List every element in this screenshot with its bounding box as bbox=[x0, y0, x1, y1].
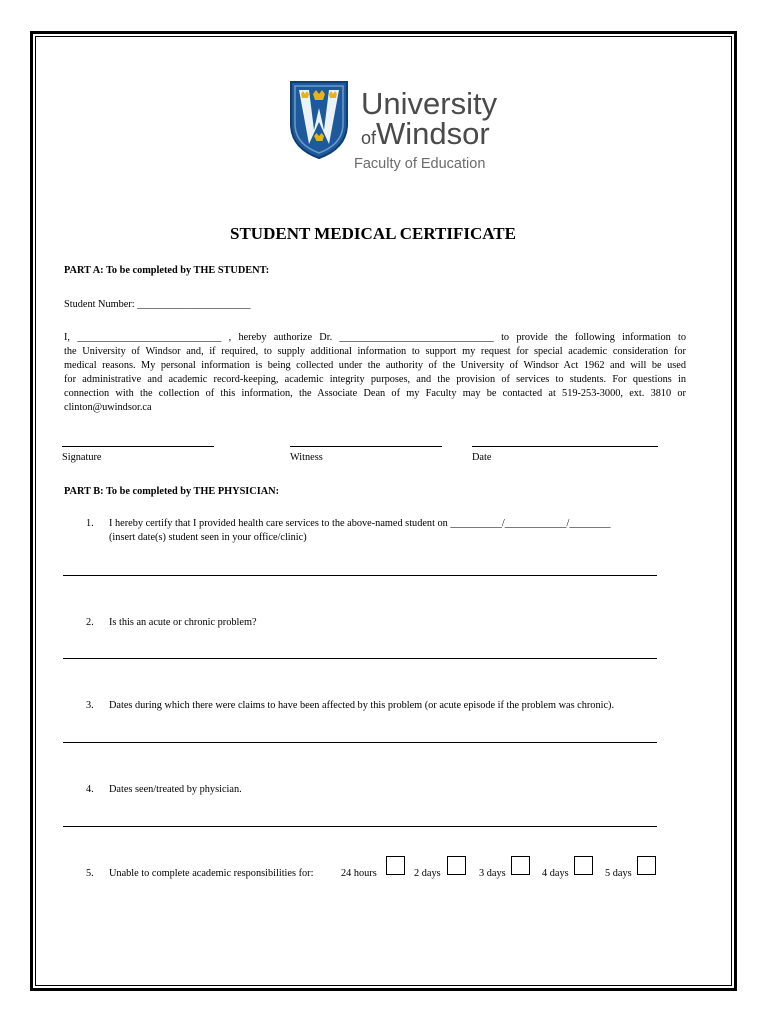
witness-line[interactable] bbox=[290, 446, 442, 447]
answer-line-3[interactable] bbox=[63, 742, 657, 743]
shield-crest-icon bbox=[287, 78, 351, 160]
item-2-text: Is this an acute or chronic problem? bbox=[109, 617, 257, 628]
duration-label-24-hours: 24 hours bbox=[341, 868, 377, 879]
item-number: 4. bbox=[86, 784, 94, 795]
checkbox-5-days[interactable] bbox=[637, 856, 656, 875]
checkbox-3-days[interactable] bbox=[511, 856, 530, 875]
document-title: STUDENT MEDICAL CERTIFICATE bbox=[230, 224, 516, 243]
item-4-text: Dates seen/treated by physician. bbox=[109, 784, 242, 795]
logo-university-text: University bbox=[361, 86, 498, 121]
item-number: 1. bbox=[86, 518, 94, 529]
logo-of-text: of bbox=[361, 128, 377, 148]
signature-label: Signature bbox=[62, 452, 102, 463]
item-5-text: Unable to complete academic responsibilities for: bbox=[109, 868, 314, 879]
item-number: 2. bbox=[86, 617, 94, 628]
paragraph-line: clinton@uwindsor.ca bbox=[64, 402, 152, 413]
duration-label-5-days: 5 days bbox=[605, 868, 632, 879]
logo-windsor-text bbox=[361, 118, 490, 156]
checkbox-4-days[interactable] bbox=[574, 856, 593, 875]
answer-line-4[interactable] bbox=[63, 826, 657, 827]
page-border-inner bbox=[35, 36, 732, 986]
paragraph-line: connection with the collection of this information, the Associate Dean of my Faculty may be contacted at 519-253-3000, ext. 3810 or bbox=[64, 388, 686, 399]
paragraph-line: the University of Windsor and, if required, to supply additional information to support my request for special academic consideration for bbox=[64, 346, 686, 357]
item-1-note: (insert date(s) student seen in your office/clinic) bbox=[109, 532, 307, 543]
date-line[interactable] bbox=[472, 446, 658, 447]
item-number: 3. bbox=[86, 700, 94, 711]
item-number: 5. bbox=[86, 868, 94, 879]
duration-label-2-days: 2 days bbox=[414, 868, 441, 879]
paragraph-line: for administrative and academic record-keeping, academic integrity purposes, and the provision of services to students. For questions in bbox=[64, 374, 686, 385]
signature-line[interactable] bbox=[62, 446, 214, 447]
paragraph-line[interactable]: I, ____________________________ , hereby authorize Dr. ______________________________ to provide the following information to bbox=[64, 332, 686, 343]
checkbox-2-days[interactable] bbox=[447, 856, 466, 875]
part-b-heading: PART B: To be completed by THE PHYSICIAN: bbox=[64, 486, 280, 497]
item-1-text[interactable]: I hereby certify that I provided health care services to the above-named student on __________/____________/________ bbox=[109, 518, 611, 529]
paragraph-line: medical reasons. My personal information is being collected under the authority of the University of Windsor Act 1962 and will be used bbox=[64, 360, 686, 371]
answer-line-2[interactable] bbox=[63, 658, 657, 659]
logo-windsor-word: Windsor bbox=[376, 116, 490, 151]
witness-label: Witness bbox=[290, 452, 323, 463]
item-3-text: Dates during which there were claims to have been affected by this problem (or acute episode if the problem was chronic). bbox=[109, 700, 615, 711]
duration-label-3-days: 3 days bbox=[479, 868, 506, 879]
answer-line-1[interactable] bbox=[63, 575, 657, 576]
student-number-field[interactable]: Student Number: ______________________ bbox=[64, 299, 251, 310]
checkbox-24-hours[interactable] bbox=[386, 856, 405, 875]
faculty-name: Faculty of Education bbox=[354, 156, 486, 172]
date-label: Date bbox=[472, 452, 492, 463]
duration-label-4-days: 4 days bbox=[542, 868, 569, 879]
part-a-heading: PART A: To be completed by THE STUDENT: bbox=[64, 265, 270, 276]
authorization-paragraph bbox=[64, 331, 686, 415]
